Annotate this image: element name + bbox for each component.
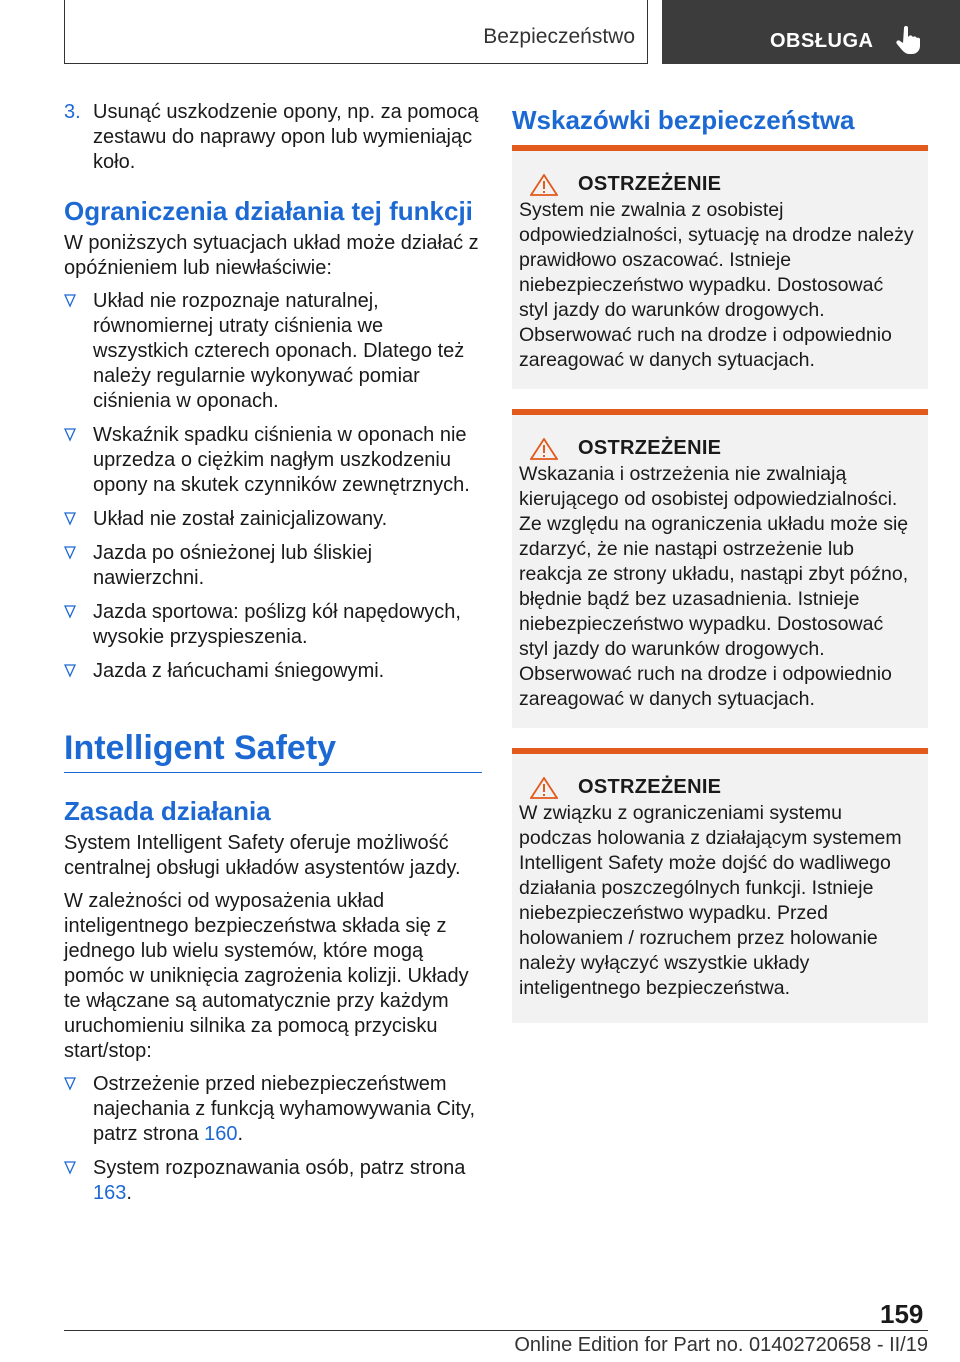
principle-heading: Zasada działania xyxy=(64,796,271,826)
bullet-triangle-icon xyxy=(64,664,76,678)
section-title: Intelligent Safety xyxy=(64,729,337,767)
warning-title: OSTRZEŻENIE xyxy=(578,776,722,798)
bullet-triangle-icon xyxy=(64,1161,76,1175)
bullet-triangle-icon xyxy=(64,605,76,619)
list-item: Wskaźnik spadku ciśnienia w oponach nie uprzedza o ciężkim nagłym uszkodzeniu opony na skutek czynników zewnętrznych. xyxy=(64,423,482,498)
warning-triangle-icon xyxy=(530,438,558,460)
list-item: Ostrzeżenie przed niebezpieczeństwem najechania z funkcją wyhamowywania City, patrz strona 160. xyxy=(64,1072,482,1147)
warning-title: OSTRZEŻENIE xyxy=(578,173,722,195)
warning-box-3 xyxy=(512,748,928,1023)
safety-heading: Wskazówki bezpieczeństwa xyxy=(512,105,855,135)
left-column xyxy=(64,100,482,1215)
pointing-hand-icon xyxy=(896,26,920,54)
right-column xyxy=(512,100,928,1035)
bullet-triangle-icon xyxy=(64,1077,76,1091)
step-text: Usunąć uszkodzenie opony, np. za pomocą zestawu do naprawy opon lub wymieniając koło. xyxy=(93,101,479,173)
chapter-tab[interactable] xyxy=(662,0,960,64)
warning-text: W związku z ograniczeniami systemu podczas holowania z działającym systemem Intelligent Safety może dojść do wadliwego działania poszczególnych funkcji. Istnieje niebezpieczeństwo wypadku. Przed holowaniem / rozruchem przez holowanie należy wyłączyć wszystkie układy inteligentnego bezpieczeństwa. xyxy=(519,802,902,999)
limits-heading: Ograniczenia działania tej funkcji xyxy=(64,196,473,226)
list-item: Jazda sportowa: poślizg kół napędowych, wysokie przyspieszenia. xyxy=(64,600,482,650)
list-item: Układ nie rozpoznaje naturalnej, równomiernej utraty ciśnienia we wszystkich czterech oponach. Dlatego też należy regularnie wykonywać pomiar ciśnienia w oponach. xyxy=(64,289,482,414)
warning-triangle-icon xyxy=(530,777,558,799)
page-number: 159 xyxy=(880,1299,924,1329)
page-link-163[interactable]: 163 xyxy=(93,1182,127,1204)
warning-box-1 xyxy=(512,145,928,389)
bullet-triangle-icon xyxy=(64,428,76,442)
warning-triangle-icon xyxy=(530,174,558,196)
chapter-tab-label: OBSŁUGA xyxy=(770,30,874,52)
limits-intro: W poniższych sytuacjach układ może działać z opóźnieniem lub niewłaściwie: xyxy=(64,232,479,279)
bullet-triangle-icon xyxy=(64,294,76,308)
footer-divider xyxy=(64,1330,928,1331)
limits-list xyxy=(64,289,482,684)
footer-edition: Online Edition for Part no. 01402720658 - II/19 xyxy=(514,1334,928,1356)
step-number: 3. xyxy=(64,101,81,123)
step-3 xyxy=(64,100,482,175)
list-item: System rozpoznawania osób, patrz strona 163. xyxy=(64,1156,482,1206)
bullet-triangle-icon xyxy=(64,512,76,526)
bullet-triangle-icon xyxy=(64,546,76,560)
list-item: Układ nie został zainicjalizowany. xyxy=(64,507,482,532)
page-link-160[interactable]: 160 xyxy=(204,1123,238,1145)
warning-box-2 xyxy=(512,409,928,728)
section-title-rule xyxy=(64,728,482,773)
principle-paragraph-2: W zależności od wyposażenia układ inteligentnego bezpieczeństwa składa się z jednego lub wielu systemów, które mogą pomóc w uniknięcia zagrożenia kolizji. Układy te włączane są automatycznie przy każdym uruchomieniu silnika za pomocą przycisku start/stop: xyxy=(64,890,469,1062)
warning-title: OSTRZEŻENIE xyxy=(578,437,722,459)
header-section-title: Bezpieczeństwo xyxy=(483,25,635,48)
list-item: Jazda po ośnieżonej lub śliskiej nawierzchni. xyxy=(64,541,482,591)
list-item: Jazda z łańcuchami śniegowymi. xyxy=(64,659,482,684)
warning-text: Wskazania i ostrzeżenia nie zwalniają kierującego od osobistej odpowiedzialności. Ze względu na ograniczenia układu może się zdarzyć, że nie nastąpi ostrzeżenie lub reakcja ze strony układu, nastąpi zbyt późno, błędnie bądź bez uzasadnienia. Istnieje niebezpieczeństwo wypadku. Dostosować styl jazdy do warunków drogowych. Obserwować ruch na drodze i odpowiednio zareagować w danych sytuacjach. xyxy=(519,463,909,710)
header-section-box xyxy=(64,0,648,64)
warning-text: System nie zwalnia z osobistej odpowiedzialności, sytuację na drodze należy prawidłowo oszacować. Istnieje niebezpieczeństwo wypadku. Dostosować styl jazdy do warunków drogowych. Obserwować ruch na drodze i odpowiednio zareagować w danych sytuacjach. xyxy=(519,199,914,371)
systems-list xyxy=(64,1072,482,1206)
principle-paragraph-1: System Intelligent Safety oferuje możliwość centralnej obsługi układów asystentów jazdy. xyxy=(64,832,461,879)
